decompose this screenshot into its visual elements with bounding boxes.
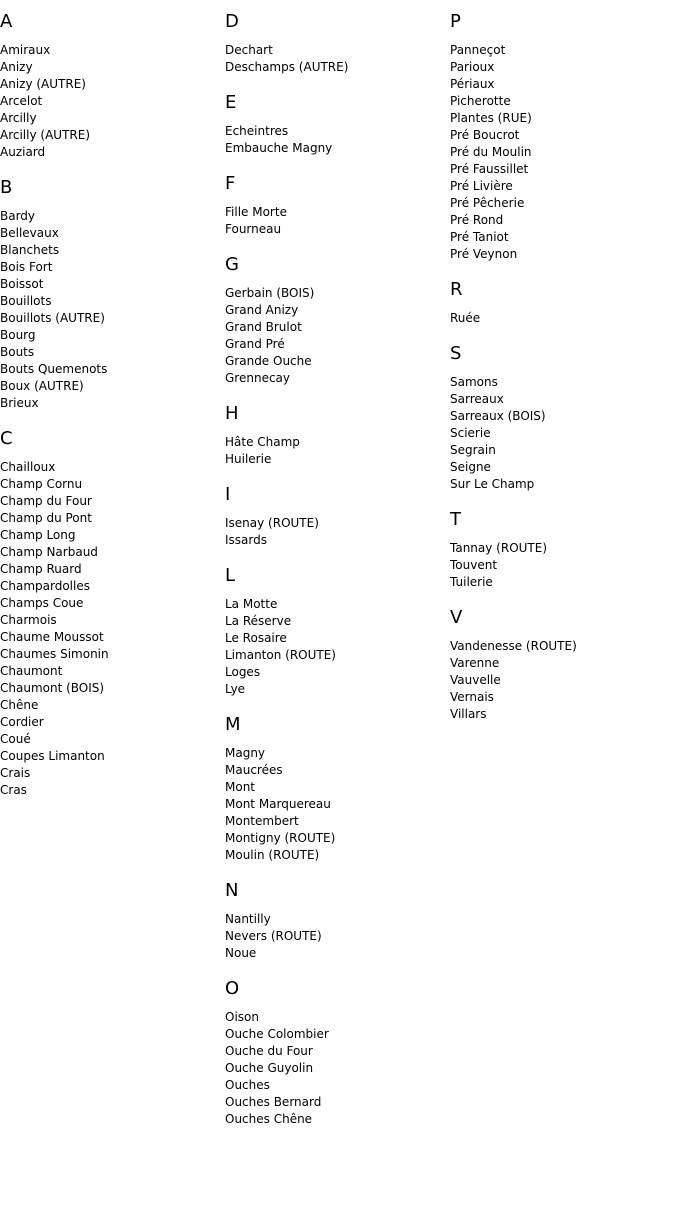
letter-heading: L xyxy=(225,565,236,586)
place-link-chaumont-bois[interactable]: Chaumont (BOIS) xyxy=(0,681,105,695)
place-link-bourg[interactable]: Bourg xyxy=(0,328,36,342)
letter-heading: T xyxy=(450,509,461,530)
place-link-chaumes-simonin[interactable]: Chaumes Simonin xyxy=(0,647,109,661)
place-list xyxy=(225,911,450,962)
place-list xyxy=(225,745,450,864)
letter-group-d xyxy=(225,12,450,76)
place-link-boissot[interactable]: Boissot xyxy=(0,277,44,291)
letter-heading: H xyxy=(225,403,239,424)
place-link-champ-ruard[interactable]: Champ Ruard xyxy=(0,562,82,576)
place-link-arcilly-autre[interactable]: Arcilly (AUTRE) xyxy=(0,128,90,142)
place-link-pre-taniot[interactable]: Pré Taniot xyxy=(450,230,509,244)
place-link-moulin-route[interactable]: Moulin (ROUTE) xyxy=(225,848,320,862)
place-link-vernais[interactable]: Vernais xyxy=(450,690,494,704)
place-link-grand-pre[interactable]: Grand Pré xyxy=(225,337,285,351)
letter-group-a xyxy=(0,12,225,161)
place-link-montembert[interactable]: Montembert xyxy=(225,814,299,828)
place-list xyxy=(450,540,675,591)
letter-heading: R xyxy=(450,279,463,300)
place-list xyxy=(225,204,450,238)
place-list xyxy=(0,459,225,799)
letter-heading: O xyxy=(225,978,240,999)
place-link-grand-anizy[interactable]: Grand Anizy xyxy=(225,303,299,317)
place-link-bouts[interactable]: Bouts xyxy=(0,345,35,359)
place-link-grande-ouche[interactable]: Grande Ouche xyxy=(225,354,312,368)
place-link-grand-brulot[interactable]: Grand Brulot xyxy=(225,320,302,334)
place-link-coue[interactable]: Coué xyxy=(0,732,31,746)
place-link-charmois[interactable]: Charmois xyxy=(0,613,57,627)
place-link-bellevaux[interactable]: Bellevaux xyxy=(0,226,59,240)
place-link-huilerie[interactable]: Huilerie xyxy=(225,452,272,466)
place-link-le-rosaire[interactable]: Le Rosaire xyxy=(225,631,287,645)
place-link-chaumont[interactable]: Chaumont xyxy=(0,664,63,678)
letter-group-h xyxy=(225,404,450,468)
place-link-bardy[interactable]: Bardy xyxy=(0,209,36,223)
place-link-fille-morte[interactable]: Fille Morte xyxy=(225,205,287,219)
place-link-ouches-chene[interactable]: Ouches Chêne xyxy=(225,1112,313,1126)
place-link-chaume-moussot[interactable]: Chaume Moussot xyxy=(0,630,104,644)
place-link-mont-marquereau[interactable]: Mont Marquereau xyxy=(225,797,331,811)
place-link-issards[interactable]: Issards xyxy=(225,533,267,547)
place-link-blanchets[interactable]: Blanchets xyxy=(0,243,60,257)
place-link-samons[interactable]: Samons xyxy=(450,375,498,389)
place-link-champardolles[interactable]: Champardolles xyxy=(0,579,90,593)
place-list xyxy=(225,596,450,698)
place-link-sur-le-champ[interactable]: Sur Le Champ xyxy=(450,477,535,491)
place-link-pannecot[interactable]: Panneçot xyxy=(450,43,506,57)
letter-group-i xyxy=(225,485,450,549)
place-list xyxy=(225,434,450,468)
place-link-nantilly[interactable]: Nantilly xyxy=(225,912,271,926)
letter-group-r xyxy=(450,280,675,327)
place-link-echeintres[interactable]: Echeintres xyxy=(225,124,289,138)
letter-heading: F xyxy=(225,173,236,194)
place-link-pre-veynon[interactable]: Pré Veynon xyxy=(450,247,518,261)
place-link-loges[interactable]: Loges xyxy=(225,665,261,679)
place-list xyxy=(450,374,675,493)
place-link-pre-du-moulin[interactable]: Pré du Moulin xyxy=(450,145,532,159)
place-link-arcelot[interactable]: Arcelot xyxy=(0,94,43,108)
letter-group-m xyxy=(225,715,450,864)
place-link-deschamps-autre[interactable]: Deschamps (AUTRE) xyxy=(225,60,349,74)
place-link-ouche-du-four[interactable]: Ouche du Four xyxy=(225,1044,313,1058)
place-link-segrain[interactable]: Segrain xyxy=(450,443,496,457)
place-list xyxy=(450,42,675,263)
place-link-magny[interactable]: Magny xyxy=(225,746,266,760)
place-link-periaux[interactable]: Périaux xyxy=(450,77,495,91)
letter-group-s xyxy=(450,344,675,493)
place-link-sarreaux[interactable]: Sarreaux xyxy=(450,392,504,406)
place-link-pre-pecherie[interactable]: Pré Pêcherie xyxy=(450,196,525,210)
letter-group-e xyxy=(225,93,450,157)
place-link-tuilerie[interactable]: Tuilerie xyxy=(450,575,493,589)
letter-heading: A xyxy=(0,11,13,32)
letter-group-o xyxy=(225,979,450,1128)
letter-heading: G xyxy=(225,254,239,275)
place-link-brieux[interactable]: Brieux xyxy=(0,396,39,410)
place-link-champ-narbaud[interactable]: Champ Narbaud xyxy=(0,545,98,559)
place-link-la-motte[interactable]: La Motte xyxy=(225,597,278,611)
place-link-pre-boucrot[interactable]: Pré Boucrot xyxy=(450,128,520,142)
letter-heading: P xyxy=(450,11,461,32)
place-link-coupes-limanton[interactable]: Coupes Limanton xyxy=(0,749,105,763)
place-link-noue[interactable]: Noue xyxy=(225,946,257,960)
place-link-pre-faussillet[interactable]: Pré Faussillet xyxy=(450,162,529,176)
place-link-bouts-quemenots[interactable]: Bouts Quemenots xyxy=(0,362,108,376)
letter-heading: D xyxy=(225,11,239,32)
place-link-limanton-route[interactable]: Limanton (ROUTE) xyxy=(225,648,336,662)
place-link-champ-long[interactable]: Champ Long xyxy=(0,528,76,542)
place-link-pre-rond[interactable]: Pré Rond xyxy=(450,213,504,227)
place-link-champ-cornu[interactable]: Champ Cornu xyxy=(0,477,83,491)
place-link-picherotte[interactable]: Picherotte xyxy=(450,94,511,108)
letter-group-l xyxy=(225,566,450,698)
place-list xyxy=(225,123,450,157)
place-link-varenne[interactable]: Varenne xyxy=(450,656,500,670)
letter-heading: S xyxy=(450,343,462,364)
letter-group-f xyxy=(225,174,450,238)
letter-group-p xyxy=(450,12,675,263)
place-link-villars[interactable]: Villars xyxy=(450,707,487,721)
place-link-boux-autre[interactable]: Boux (AUTRE) xyxy=(0,379,84,393)
letter-heading: N xyxy=(225,880,239,901)
place-list xyxy=(0,208,225,412)
place-link-tannay-route[interactable]: Tannay (ROUTE) xyxy=(450,541,548,555)
place-link-champ-du-pont[interactable]: Champ du Pont xyxy=(0,511,92,525)
place-list xyxy=(225,285,450,387)
place-link-nevers-route[interactable]: Nevers (ROUTE) xyxy=(225,929,322,943)
place-list xyxy=(450,638,675,723)
place-link-lye[interactable]: Lye xyxy=(225,682,246,696)
place-list xyxy=(450,310,675,327)
place-link-vauvelle[interactable]: Vauvelle xyxy=(450,673,501,687)
letter-heading: I xyxy=(225,484,231,505)
place-link-pre-liviere[interactable]: Pré Livière xyxy=(450,179,513,193)
letter-group-v xyxy=(450,608,675,723)
place-link-champs-coue[interactable]: Champs Coue xyxy=(0,596,84,610)
place-link-ouche-guyolin[interactable]: Ouche Guyolin xyxy=(225,1061,314,1075)
place-list xyxy=(0,42,225,161)
place-link-la-reserve[interactable]: La Réserve xyxy=(225,614,292,628)
place-link-ruee[interactable]: Ruée xyxy=(450,311,481,325)
place-link-parioux[interactable]: Parioux xyxy=(450,60,495,74)
place-list xyxy=(225,42,450,76)
place-link-plantes-rue[interactable]: Plantes (RUE) xyxy=(450,111,532,125)
place-link-cras[interactable]: Cras xyxy=(0,783,27,797)
place-list xyxy=(225,1009,450,1128)
place-link-crais[interactable]: Crais xyxy=(0,766,31,780)
place-link-bouillots[interactable]: Bouillots xyxy=(0,294,52,308)
place-link-sarreaux-bois[interactable]: Sarreaux (BOIS) xyxy=(450,409,546,423)
place-link-seigne[interactable]: Seigne xyxy=(450,460,491,474)
place-link-champ-du-four[interactable]: Champ du Four xyxy=(0,494,92,508)
place-link-amiraux[interactable]: Amiraux xyxy=(0,43,51,57)
place-link-ouches-bernard[interactable]: Ouches Bernard xyxy=(225,1095,322,1109)
place-link-cordier[interactable]: Cordier xyxy=(0,715,44,729)
place-link-auziard[interactable]: Auziard xyxy=(0,145,46,159)
place-link-fourneau[interactable]: Fourneau xyxy=(225,222,282,236)
place-link-isenay-route[interactable]: Isenay (ROUTE) xyxy=(225,516,319,530)
place-link-chailloux[interactable]: Chailloux xyxy=(0,460,56,474)
place-link-bouillots-autre[interactable]: Bouillots (AUTRE) xyxy=(0,311,105,325)
place-link-montigny-route[interactable]: Montigny (ROUTE) xyxy=(225,831,336,845)
letter-group-b xyxy=(0,178,225,412)
letter-group-g xyxy=(225,255,450,387)
place-link-arcilly[interactable]: Arcilly xyxy=(0,111,37,125)
place-link-touvent[interactable]: Touvent xyxy=(450,558,498,572)
index-column-2 xyxy=(225,0,450,1145)
place-link-mont[interactable]: Mont xyxy=(225,780,256,794)
letter-heading: V xyxy=(450,607,463,628)
place-list xyxy=(225,515,450,549)
place-link-grennecay[interactable]: Grennecay xyxy=(225,371,290,385)
place-link-chene[interactable]: Chêne xyxy=(0,698,39,712)
place-link-hate-champ[interactable]: Hâte Champ xyxy=(225,435,300,449)
place-link-gerbain-bois[interactable]: Gerbain (BOIS) xyxy=(225,286,315,300)
place-link-dechart[interactable]: Dechart xyxy=(225,43,273,57)
index-column-1 xyxy=(0,0,225,816)
place-link-embauche-magny[interactable]: Embauche Magny xyxy=(225,141,333,155)
letter-heading: M xyxy=(225,714,241,735)
index-column-3 xyxy=(450,0,675,740)
letter-group-n xyxy=(225,881,450,962)
place-link-anizy-autre[interactable]: Anizy (AUTRE) xyxy=(0,77,86,91)
place-link-bois-fort[interactable]: Bois Fort xyxy=(0,260,53,274)
place-link-scierie[interactable]: Scierie xyxy=(450,426,491,440)
place-link-maucrees[interactable]: Maucrées xyxy=(225,763,283,777)
place-link-ouche-colombier[interactable]: Ouche Colombier xyxy=(225,1027,329,1041)
letter-heading: B xyxy=(0,177,13,198)
place-link-vandenesse-route[interactable]: Vandenesse (ROUTE) xyxy=(450,639,577,653)
place-link-ouches[interactable]: Ouches xyxy=(225,1078,270,1092)
place-link-anizy[interactable]: Anizy xyxy=(0,60,33,74)
letter-heading: E xyxy=(225,92,237,113)
letter-group-c xyxy=(0,429,225,799)
letter-heading: C xyxy=(0,428,13,449)
letter-group-t xyxy=(450,510,675,591)
place-link-oison[interactable]: Oison xyxy=(225,1010,259,1024)
